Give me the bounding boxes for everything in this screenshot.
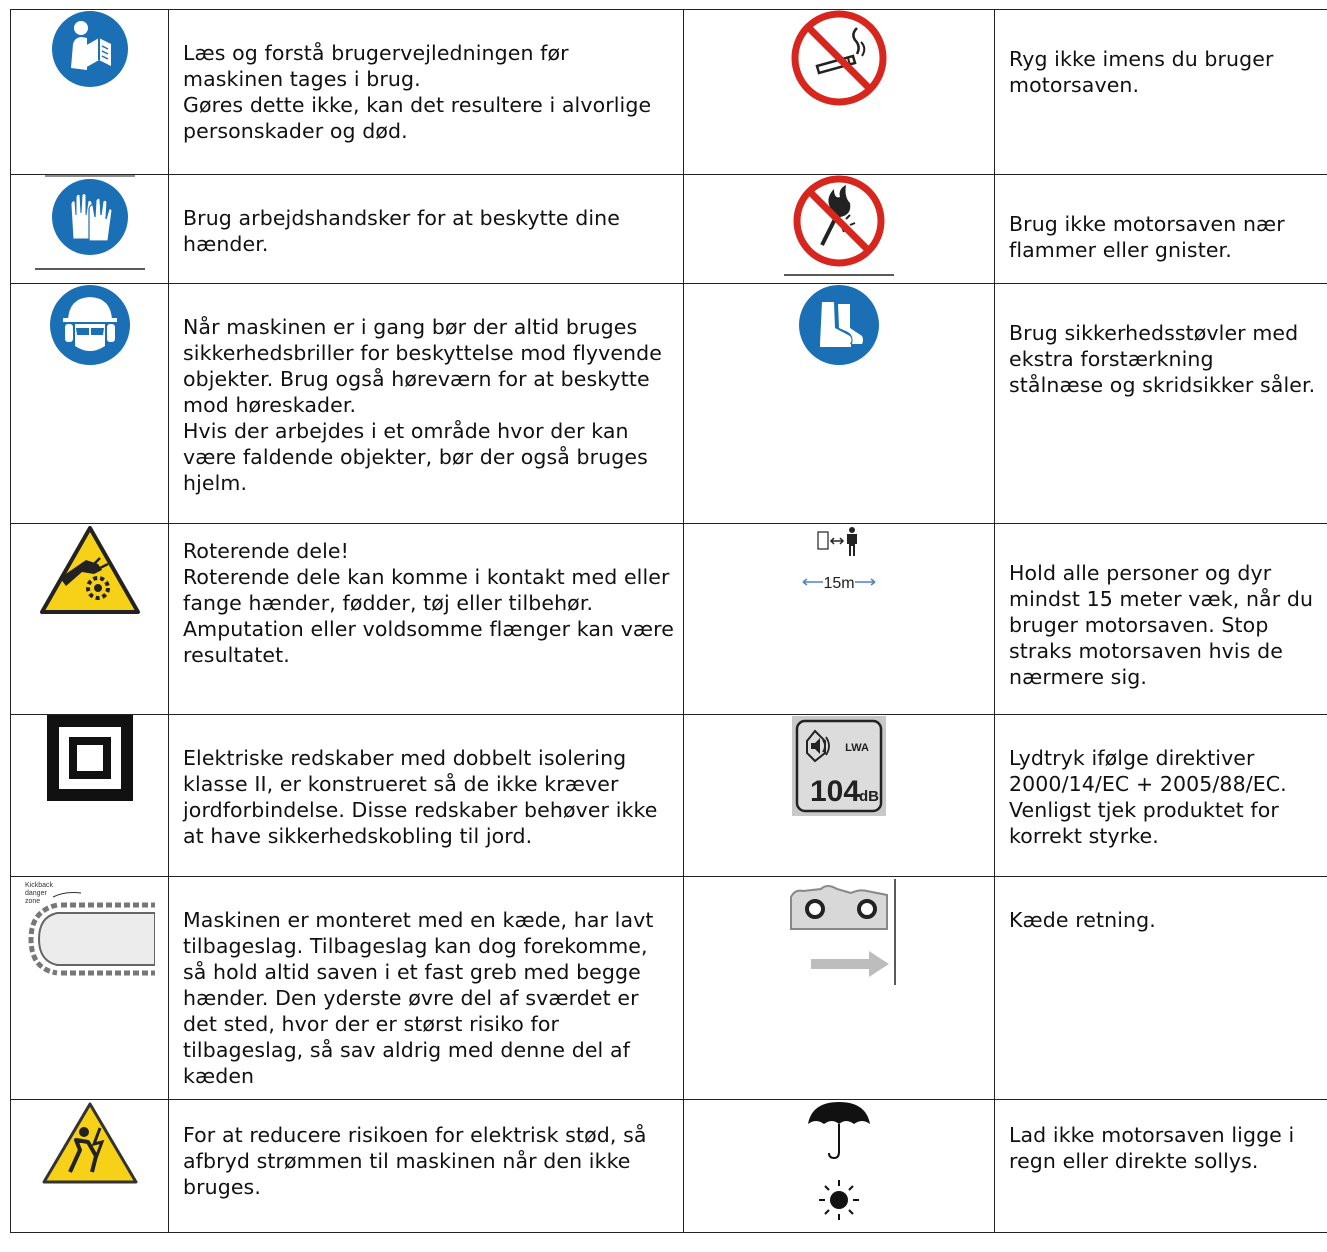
icon-cell: [11, 10, 169, 175]
read-manual-icon: [51, 10, 129, 88]
safety-boots-text: Brug sikkerhedsstøvler med ekstra forstærkning stålnæse og skridsikker såler.: [1009, 321, 1316, 397]
icon-cell: [684, 284, 995, 524]
kickback-zone-label: [25, 882, 55, 905]
icon-cell: [11, 1100, 169, 1233]
wear-gloves-text: Brug arbejdshandsker for at beskytte dine hænder.: [183, 206, 620, 256]
table-row: [11, 284, 1327, 524]
rain-sun-icon: [804, 1100, 874, 1228]
sound-level-value: 104: [809, 775, 861, 808]
safety-boots-icon: [798, 284, 880, 366]
icon-cell: [11, 715, 169, 877]
kickback-text: Maskinen er monteret med en kæde, har lavt tilbageslag. Tilbageslag kan dog forekomme, så hold altid saven i et fast greb med begge hænder. Den yderste øvre del af sværdet er det sted, hvor der er størst risiko for tilbageslag, så sav aldrig med denne del af kæden: [183, 908, 654, 1088]
text-cell: [995, 284, 1327, 524]
rain-sun-text: Lad ikke motorsaven ligge i regn eller direkte sollys.: [1009, 1123, 1295, 1173]
table-row: [11, 10, 1327, 175]
table-row: [11, 877, 1327, 1100]
text-cell: [169, 715, 684, 877]
no-open-flame-icon: [784, 175, 894, 277]
icon-cell: [11, 524, 169, 715]
text-cell: [995, 524, 1327, 715]
icon-cell: [684, 175, 995, 284]
no-smoking-text: Ryg ikke imens du bruger motorsaven.: [1009, 47, 1274, 97]
keep-distance-text: Hold alle personer og dyr mindst 15 meter væk, når du bruger motorsaven. Stop straks motorsaven hvis de nærmere sig.: [1009, 561, 1314, 689]
icon-cell: [11, 175, 169, 284]
icon-cell: [684, 524, 995, 715]
text-cell: [169, 877, 684, 1100]
table-row: [11, 524, 1327, 715]
text-cell: [995, 10, 1327, 175]
text-cell: [995, 877, 1327, 1100]
text-cell: [169, 1100, 684, 1233]
keep-distance-icon: [789, 524, 889, 590]
kickback-zone-icon: [25, 877, 155, 987]
icon-cell: [684, 1100, 995, 1233]
electric-shock-warning-icon: [40, 1100, 140, 1186]
chain-direction-icon: [781, 877, 897, 987]
icon-cell: [11, 877, 169, 1100]
distance-label: 15m: [823, 575, 855, 590]
rotating-parts-warning-icon: [38, 524, 142, 616]
kickback-label-line: Kickback: [24, 882, 53, 889]
table-row: [11, 175, 1327, 284]
text-cell: [995, 1100, 1327, 1233]
table-row: [11, 1100, 1327, 1233]
text-cell: [995, 175, 1327, 284]
no-open-flame-text: Brug ikke motorsaven nær flammer eller gnister.: [1009, 212, 1285, 262]
wear-gloves-icon: [35, 175, 145, 271]
sound-power-level-text: Lydtryk ifølge direktiver 2000/14/EC + 2005/88/EC. Venligst tjek produktet for korrekt styrke.: [1009, 746, 1287, 848]
icon-cell: [11, 284, 169, 524]
text-cell: [995, 715, 1327, 877]
icon-cell: [684, 715, 995, 877]
no-smoking-icon: [791, 10, 887, 106]
text-cell: [169, 175, 684, 284]
kickback-label-line: zone: [24, 898, 40, 905]
icon-cell: [684, 877, 995, 1100]
sound-power-level-icon: [791, 715, 887, 817]
eye-ear-head-protection-icon: [49, 284, 131, 366]
text-cell: [169, 524, 684, 715]
safety-symbols-table: [10, 9, 1327, 1233]
icon-cell: [684, 10, 995, 175]
read-manual-text: Læs og forstå brugervejledningen før maskinen tages i brug. Gøres dette ikke, kan det resultere i alvorlige personskader og død.: [183, 41, 652, 143]
double-insulation-text: Elektriske redskaber med dobbelt isolering klasse II, er konstrueret så de ikke kræver jordforbindelse. Disse redskaber behøver ikke at have sikkerhedskobling til jord.: [183, 746, 658, 848]
table-row: [11, 715, 1327, 877]
lwa-label: LWA: [845, 742, 869, 754]
sound-level-unit: dB: [859, 788, 879, 805]
text-cell: [169, 10, 684, 175]
double-insulation-icon: [47, 715, 133, 801]
eye-ear-head-protection-text: Når maskinen er i gang bør der altid bruges sikkerhedsbriller for beskyttelse mod flyvende objekter. Brug også høreværn for at beskytte mod høreskader. Hvis der arbejdes i et område hvor der kan være faldende objekter, bør der også bruges hjelm.: [183, 315, 662, 495]
electric-shock-text: For at reducere risikoen for elektrisk stød, så afbryd strømmen til maskinen når den ikke bruges.: [183, 1123, 647, 1199]
kickback-label-line: danger: [24, 890, 47, 897]
rotating-parts-text: Roterende dele! Roterende dele kan komme i kontakt med eller fange hænder, fødder, tøj eller tilbehør. Amputation eller voldsomme flænger kan være resultatet.: [183, 539, 674, 667]
chain-direction-text: Kæde retning.: [1009, 908, 1156, 932]
text-cell: [169, 284, 684, 524]
